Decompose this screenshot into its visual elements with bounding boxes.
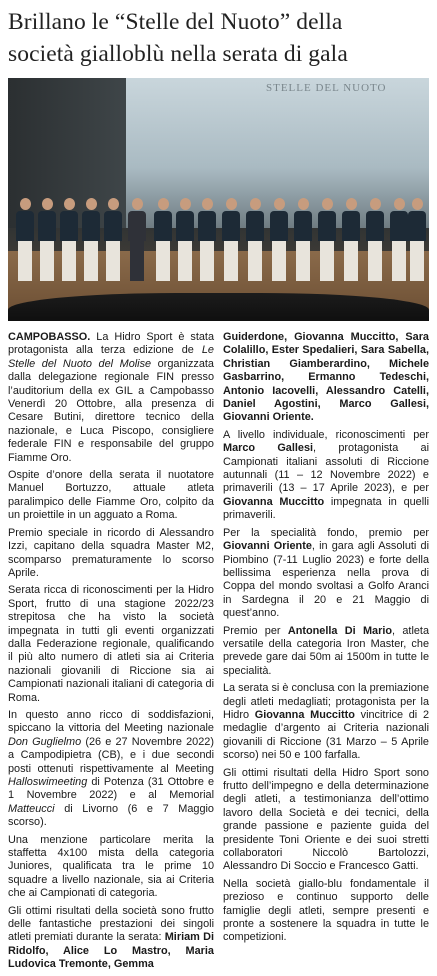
photo-athlete-figure [128, 198, 146, 281]
headline-line-2: società gialloblù nella serata di gala [8, 41, 348, 67]
article-column-left [8, 331, 214, 976]
photo-audience-silhouette [8, 293, 429, 321]
right-paragraph-6: Gli ottimi risultati della Hidro Sport sono frutto dell’impegno e della determinazione degli atleti, a testimonianza dell’ottimo lavoro della Società e dei tecnici, della grande passione e paziente guida del presidente Toni Oriente e dei suoi stretti collaboratori Niccolò Bartolozzi, Alessandro Di Soccio e Francesco Gatti. [223, 766, 429, 873]
article-headline [8, 6, 429, 70]
headline-line-1: Brillano le “Stelle del Nuoto” della [8, 9, 343, 35]
left-paragraph-7: Gli ottimi risultati della società sono frutto delle fantastiche prestazioni dei singoli atleti premiati durante la serata: Miriam Di Ridolfo, Alice Lo Mastro, Maria Ludovica Tremonte, Gemma [8, 904, 214, 971]
photo-athlete-figure [318, 198, 336, 281]
article-body [8, 331, 429, 976]
photo-athlete-figure [82, 198, 100, 281]
photo-athlete-figure [222, 198, 240, 281]
article-column-right [223, 331, 429, 976]
left-paragraph-5: In questo anno ricco di soddisfazioni, spiccano la vittoria del Meeting nazionale Don Guglielmo (26 e 27 Novembre 2022) a Campodipietra (CB), e i due secondi posti ottenuti rispettivamente al Meeting Halloswimeeting di Potenza (31 Ottobre e 1 Novembre 2022) e al Memorial Matteucci di Livorno (6 e 7 Maggio scorso). [8, 708, 214, 829]
right-paragraph-3: Per la specialità fondo, premio per Giovanni Oriente, in gara agli Assoluti di Piombino (7-11 Luglio 2023) e forte della bellissima esperienza nella prova di Coppa del mondo svoltasi a Golfo Aranci in Sardegna il 20 e 21 Maggio di quest’anno. [223, 526, 429, 620]
right-paragraph-7: Nella società giallo-blu fondamentale il prezioso e continuo supporto delle famiglie degli atleti, sempre presenti e pronte a sostenere la squadra in tutte le competizioni. [223, 877, 429, 944]
photo-athlete-figure [104, 198, 122, 281]
photo-athlete-figure [294, 198, 312, 281]
photo-athlete-figure [198, 198, 216, 281]
photo-athlete-figure [16, 198, 34, 281]
right-paragraph-1: Guiderdone, Giovanna Muccitto, Sara Colalillo, Ester Spedalieri, Sara Sabella, Christian Giamberardino, Michele Gasbarrino, Ermanno Tedeschi, Antonio Iacovelli, Alessandro Catelli, Daniel Agostini, Marco Gallesi, Giovanni Oriente. [223, 331, 429, 424]
photo-athlete-figure [342, 198, 360, 281]
photo-athlete-figure [176, 198, 194, 281]
photo-athlete-figure [408, 198, 426, 281]
right-paragraph-4: Premio per Antonella Di Mario, atleta versatile della categoria Iron Master, che prevede gare dai 50m ai 1500m in tutte le specialità. [223, 624, 430, 677]
left-paragraph-4: Serata ricca di riconoscimenti per la Hidro Sport, frutto di una stagione 2022/23 strepitosa che ha visto la società impegnata in tutti gli eventi organizzati dalla Federazione regionale, qualificando il più alto numero di atleti sia ai Criteria nazionali giovanili di Riccione sia ai Campionati nazionali italiani di categoria di Roma. [8, 584, 214, 704]
right-paragraph-5: La serata si è conclusa con la premiazione degli atleti medagliati; protagonista per la Hidro Giovanna Muccitto vincitrice di 2 medaglie d’argento ai Criteria nazionali giovanili di Riccione (31 Marzo – 5 Aprile scorso) nei 50 e 100 farfalla. [223, 682, 429, 762]
photo-athlete-figure [366, 198, 384, 281]
photo-athlete-figure [38, 198, 56, 281]
team-photo [8, 78, 429, 321]
photo-athlete-figure [246, 198, 264, 281]
photo-athlete-figure [390, 198, 408, 281]
photo-screen-caption: STELLE DEL NUOTO [266, 82, 387, 94]
left-paragraph-2: Ospite d’onore della serata il nuotatore Manuel Bortuzzo, attuale atleta paralimpico delle Fiamme Oro, colpito da un proiettile in un agguato a Roma. [8, 469, 214, 522]
left-paragraph-1: CAMPOBASSO. La Hidro Sport è stata protagonista alla terza edizione de Le Stelle del Nuoto del Molise organizzata dalla delegazione regionale FIN presso l’auditorium della ex GIL a Campobasso Venerdì 20 Ottobre, alla presenza di Cesare Butini, direttore tecnico della nazionale, e Luca Piscopo, consigliere federale FIN e responsabile del gruppo Fiamme Oro. [8, 331, 214, 464]
photo-athlete-figure [270, 198, 288, 281]
photo-athlete-figure [154, 198, 172, 281]
left-paragraph-3: Premio speciale in ricordo di Alessandro Izzi, capitano della squadra Master M2, scomparso prematuramente lo scorso Aprile. [8, 526, 214, 579]
left-paragraph-6: Una menzione particolare merita la staffetta 4x100 mista della categoria Juniores, qualificata tra le prime 10 squadre a livello nazionale, sia ai Criteria che ai Campionati di categoria. [8, 833, 214, 900]
photo-athlete-figure [60, 198, 78, 281]
right-paragraph-2: A livello individuale, riconoscimenti per Marco Gallesi, protagonista ai Campionati italiani assoluti di Riccione autunnali (11 – 12 Novembre 2022) e primaverili (13 – 17 Aprile 2023), e per Giovanna Muccitto impegnata in quelli primaverili. [223, 428, 430, 522]
